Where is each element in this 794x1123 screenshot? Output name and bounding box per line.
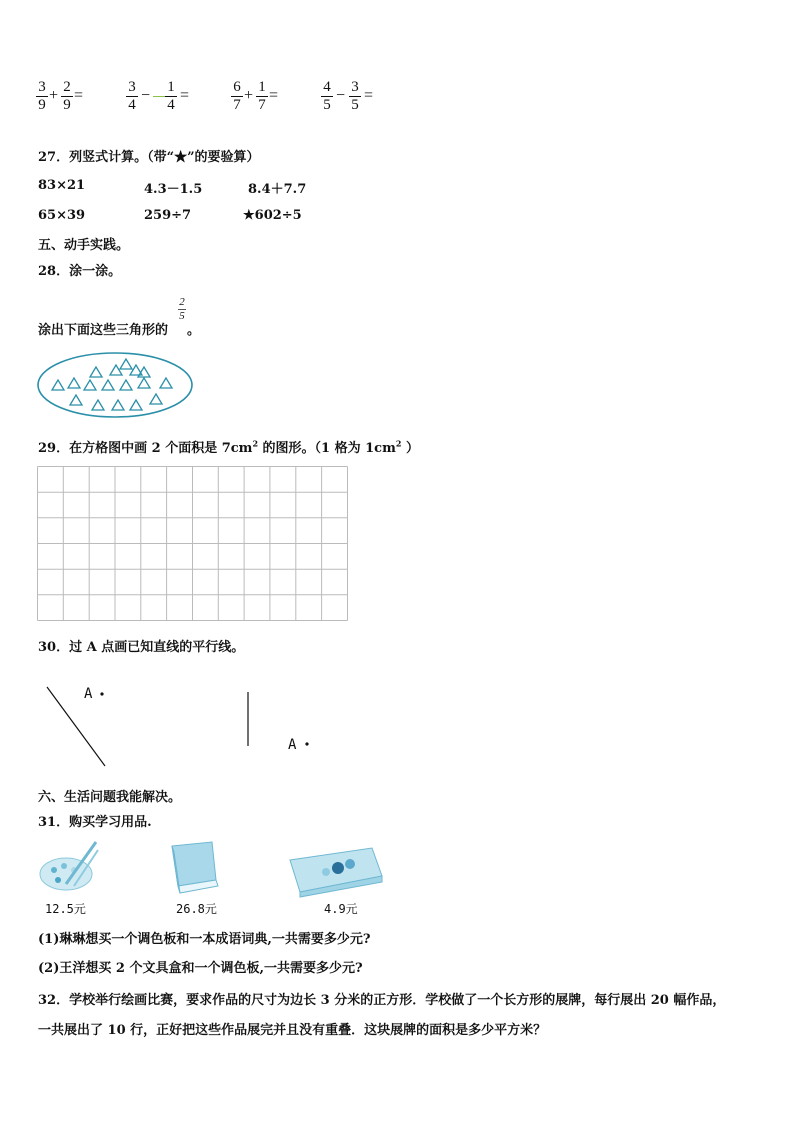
triangle — [138, 378, 150, 388]
price-label: 26.8元 — [176, 902, 217, 916]
denominator: 5 — [179, 310, 185, 322]
triangle — [160, 378, 172, 388]
dictionary-image — [164, 840, 224, 896]
numerator: 2 — [63, 79, 71, 95]
triangle — [102, 380, 114, 390]
denominator: 5 — [323, 97, 331, 113]
denominator: 7 — [258, 97, 266, 113]
fraction-2-9 — [61, 80, 73, 113]
triangle — [70, 395, 82, 405]
triangle — [68, 378, 80, 388]
calc-item: ★602÷5 — [243, 208, 302, 223]
fraction-2-5 — [178, 297, 186, 322]
triangle — [92, 400, 104, 410]
point-a-label: A — [84, 686, 93, 702]
triangle — [90, 367, 102, 377]
numerator: 1 — [258, 79, 266, 95]
calc-item: 8.4＋7.7 — [248, 182, 307, 197]
triangle — [110, 365, 122, 375]
equals-sign: = — [364, 87, 374, 104]
triangle — [84, 380, 96, 390]
question-28-title: 28．涂一涂。 — [38, 264, 122, 279]
numerator: 3 — [38, 79, 46, 95]
calc-item: 83×21 — [38, 178, 86, 193]
section-6-heading: 六、生活问题我能解决。 — [38, 790, 182, 805]
triangles-ellipse[interactable] — [36, 350, 196, 420]
operator: + — [244, 87, 254, 104]
calc-item: 259÷7 — [144, 208, 192, 223]
calc-item: 4.3－1.5 — [144, 182, 203, 197]
denominator: 4 — [128, 97, 136, 113]
fraction-1-4 — [165, 80, 177, 113]
price-label: 4.9元 — [324, 902, 358, 916]
triangle-group — [52, 359, 172, 410]
title-part: ） — [401, 441, 419, 456]
given-line — [47, 687, 105, 766]
instruction-text: 涂出下面这些三角形的 — [38, 323, 169, 338]
square-grid[interactable] — [37, 466, 349, 621]
equals-sign: = — [269, 87, 279, 104]
point-a-dot — [100, 692, 103, 695]
equals-sign: = — [180, 87, 190, 104]
price-label: 12.5元 — [45, 902, 86, 916]
question-31-sub-2: (2)王洋想买 2 个文具盒和一个调色板,一共需要多少元? — [38, 961, 363, 976]
fraction-3-5 — [349, 80, 361, 113]
question-29-title — [38, 437, 419, 456]
question-27-title: 27．列竖式计算。（带“★”的要验算） — [38, 150, 260, 165]
numerator: 3 — [351, 79, 359, 95]
numerator: 3 — [128, 79, 136, 95]
superscript: 2 — [252, 438, 259, 449]
question-30-title: 30．过 A 点画已知直线的平行线。 — [38, 640, 245, 655]
palette-image — [36, 838, 102, 898]
question-31-sub-1: (1)琳琳想买一个调色板和一本成语词典,一共需要多少元? — [38, 932, 371, 947]
point-a-dot — [305, 742, 308, 745]
denominator: 9 — [63, 97, 71, 113]
operator: − — [141, 87, 151, 104]
triangle — [150, 394, 162, 404]
vertical-line-figure[interactable] — [240, 690, 320, 750]
denominator: 4 — [167, 97, 175, 113]
numerator: 2 — [179, 296, 185, 308]
superscript: 2 — [395, 438, 402, 449]
title-part: 29．在方格图中画 2 个面积是 7cm — [38, 441, 253, 456]
equals-sign: = — [74, 87, 84, 104]
fraction-1-7 — [256, 80, 268, 113]
denominator: 9 — [38, 97, 46, 113]
question-31-title: 31．购买学习用品. — [38, 815, 152, 830]
calc-item: 65×39 — [38, 208, 86, 223]
fraction-3-9 — [36, 80, 48, 113]
numerator: 1 — [167, 79, 175, 95]
highlight-mark — [153, 96, 165, 97]
fraction-6-7 — [231, 80, 243, 113]
period: 。 — [187, 323, 201, 338]
question-32-line-1: 32．学校举行绘画比赛，要求作品的尺寸为边长 3 分米的正方形．学校做了一个长方形的展牌，每行展出 20 幅作品， — [38, 993, 726, 1008]
title-part: 的图形。（1 格为 1cm — [258, 441, 396, 456]
triangle — [120, 380, 132, 390]
section-5-heading: 五、动手实践。 — [38, 238, 130, 253]
triangle — [112, 400, 124, 410]
question-32-line-2: 一共展出了 10 行，正好把这些作品展完并且没有重叠．这块展牌的面积是多少平方米？ — [38, 1023, 547, 1038]
numerator: 6 — [233, 79, 241, 95]
fraction-3-4 — [126, 80, 138, 113]
triangle — [120, 359, 132, 369]
denominator: 5 — [351, 97, 359, 113]
slanted-line-figure[interactable] — [36, 680, 156, 770]
triangle — [52, 380, 64, 390]
point-a-label: A — [288, 737, 297, 753]
fraction-4-5 — [321, 80, 333, 113]
triangle — [130, 400, 142, 410]
question-28-text — [38, 319, 168, 338]
pencil-case-image — [286, 842, 386, 898]
denominator: 7 — [233, 97, 241, 113]
operator: − — [336, 87, 346, 104]
operator: + — [49, 87, 59, 104]
numerator: 4 — [323, 79, 331, 95]
